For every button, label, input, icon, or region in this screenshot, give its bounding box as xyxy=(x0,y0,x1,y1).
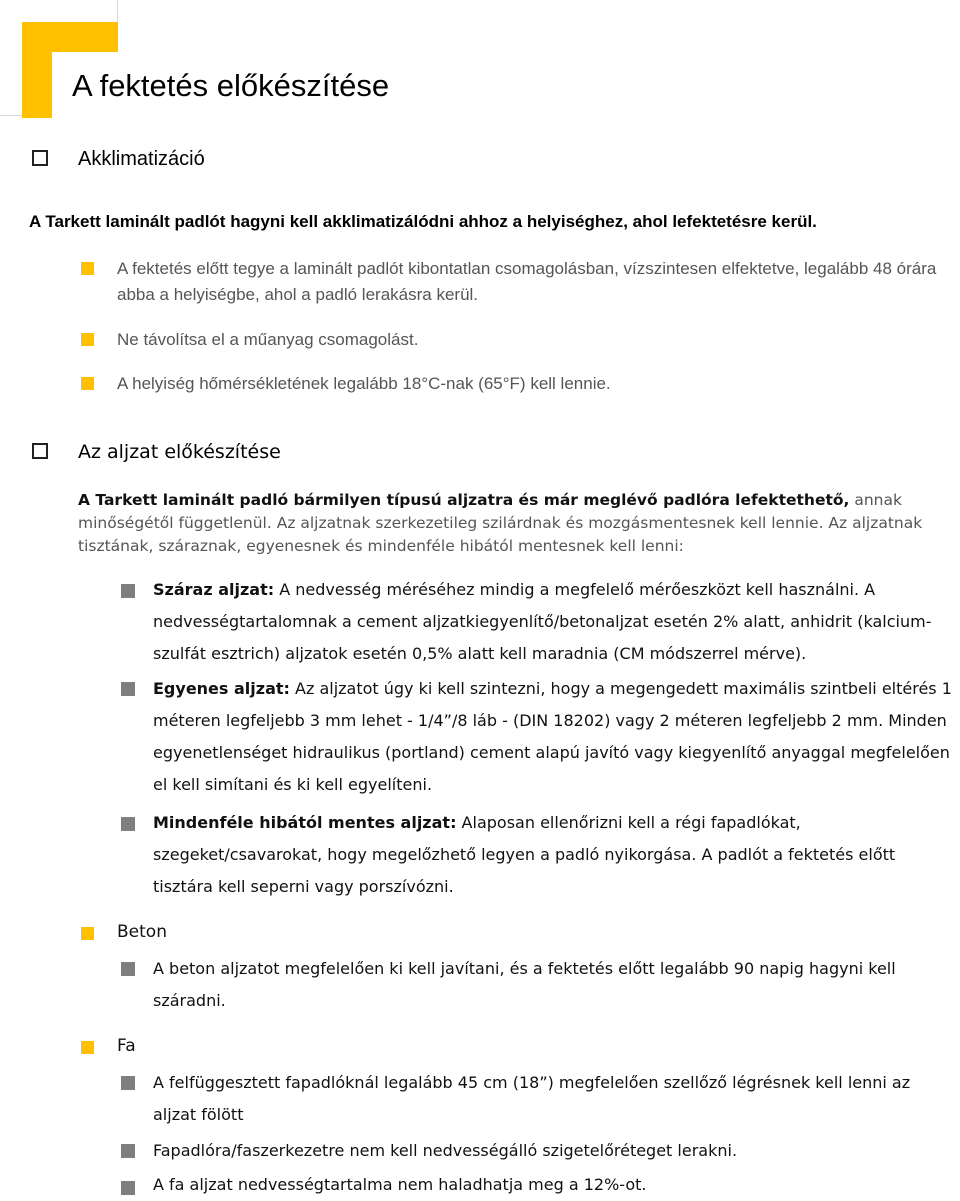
bullet-icon xyxy=(81,377,94,390)
bullet-icon xyxy=(121,1181,135,1195)
bullet-icon xyxy=(81,262,94,275)
beton-item-1: A beton aljzatot megfelelően ki kell javítani, és a fektetés előtt legalább 90 napig hagyni kell száradni. xyxy=(153,959,896,1010)
bullet-icon xyxy=(121,817,135,831)
aljzat-item-label: Egyenes aljzat: xyxy=(153,679,290,698)
aljzat-item-text: Alaposan ellenőrizni kell a régi fapadlókat, szegeket/csavarokat, hogy megelőzhető legyen a padló nyikorgása. A padlót a fektetés előtt tisztára kell seperni vagy porszívózni. xyxy=(153,813,896,896)
bullet-icon xyxy=(81,927,94,940)
bullet-icon xyxy=(121,682,135,696)
fa-item-2: Fapadlóra/faszerkezetre nem kell nedvességálló szigetelőréteget lerakni. xyxy=(153,1141,738,1160)
bullet-icon xyxy=(121,1076,135,1090)
section1-lead: A Tarkett laminált padlót hagyni kell akklimatizálódni ahhoz a helyiséghez, ahol lefektetésre kerül. xyxy=(29,212,817,231)
aljzat-item-text: Az aljzatot úgy ki kell szintezni, hogy a megengedett maximális szintbeli eltérés 1 méteren legfeljebb 3 mm lehet - 1/4”/8 láb - (DIN 18202) vagy 2 méteren legfeljebb 2 mm. Minden egyenetlenséget hidraulikus (portland) cement alapú javító vagy kiegyenlítő anyaggal megfelelően el kell simítani és ki kell egyelíteni. xyxy=(153,679,952,794)
bullet-icon xyxy=(81,333,94,346)
bullet-icon xyxy=(121,584,135,598)
aljzat-item-label: Száraz aljzat: xyxy=(153,580,275,599)
section-heading-aljzat: Az aljzat előkészítése xyxy=(78,441,281,463)
aljzat-item-text: A nedvesség méréséhez mindig a megfelelő mérőeszközt kell használni. A nedvességtartalomnak a cement aljzatkiegyenlítő/betonaljzat esetén 2% alatt, anhidrit (kalcium-szulfát esztrich) aljzatok esetén 0,5% alatt kell maradnia (CM módszerrel mérve). xyxy=(153,580,932,663)
bullet-icon xyxy=(121,1144,135,1158)
bullet-icon xyxy=(121,962,135,976)
aljzat-item-label: Mindenféle hibától mentes aljzat: xyxy=(153,813,457,832)
checkbox-akklimatizacio[interactable] xyxy=(32,150,48,166)
fa-item-3: A fa aljzat nedvességtartalma nem haladhatja meg a 12%-ot. xyxy=(153,1175,647,1194)
aljzat-item-egyenes xyxy=(153,673,958,801)
section2-lead-bold: A Tarkett laminált padló bármilyen típusú aljzatra és már meglévő padlóra lefektethető, xyxy=(78,491,850,509)
aljzat-item-szaraz xyxy=(153,574,958,670)
subheading-fa: Fa xyxy=(117,1036,136,1056)
bullet-icon xyxy=(81,1041,94,1054)
section1-bullet-3: A helyiség hőmérsékletének legalább 18°C-nak (65°F) kell lennie. xyxy=(117,374,611,393)
aljzat-item-hibamentes xyxy=(153,807,958,903)
fa-item-1: A felfüggesztett fapadlóknál legalább 45 cm (18”) megfelelően szellőző légrésnek kell lenni az aljzat fölött xyxy=(153,1073,911,1124)
section1-bullet-1: A fektetés előtt tegye a laminált padlót kibontatlan csomagolásban, vízszintesen elfektetve, legalább 48 órára abba a helyiségbe, ahol a padló lerakásra kerül. xyxy=(117,259,937,304)
page-title: A fektetés előkészítése xyxy=(72,68,390,103)
section1-bullet-2: Ne távolítsa el a műanyag csomagolást. xyxy=(117,330,419,349)
section2-lead xyxy=(78,489,953,558)
checkbox-aljzat[interactable] xyxy=(32,443,48,459)
section-heading-akklimatizacio: Akklimatizáció xyxy=(78,148,205,170)
subheading-beton: Beton xyxy=(117,922,167,942)
section2-lead-rest: annak minőségétől függetlenül. Az aljzatnak szerkezetileg szilárdnak és mozgásmentesnek kell lennie. Az aljzatnak tisztának, száraznak, egyenesnek és mindenféle hibától mentesnek kell lenni: xyxy=(78,491,923,555)
